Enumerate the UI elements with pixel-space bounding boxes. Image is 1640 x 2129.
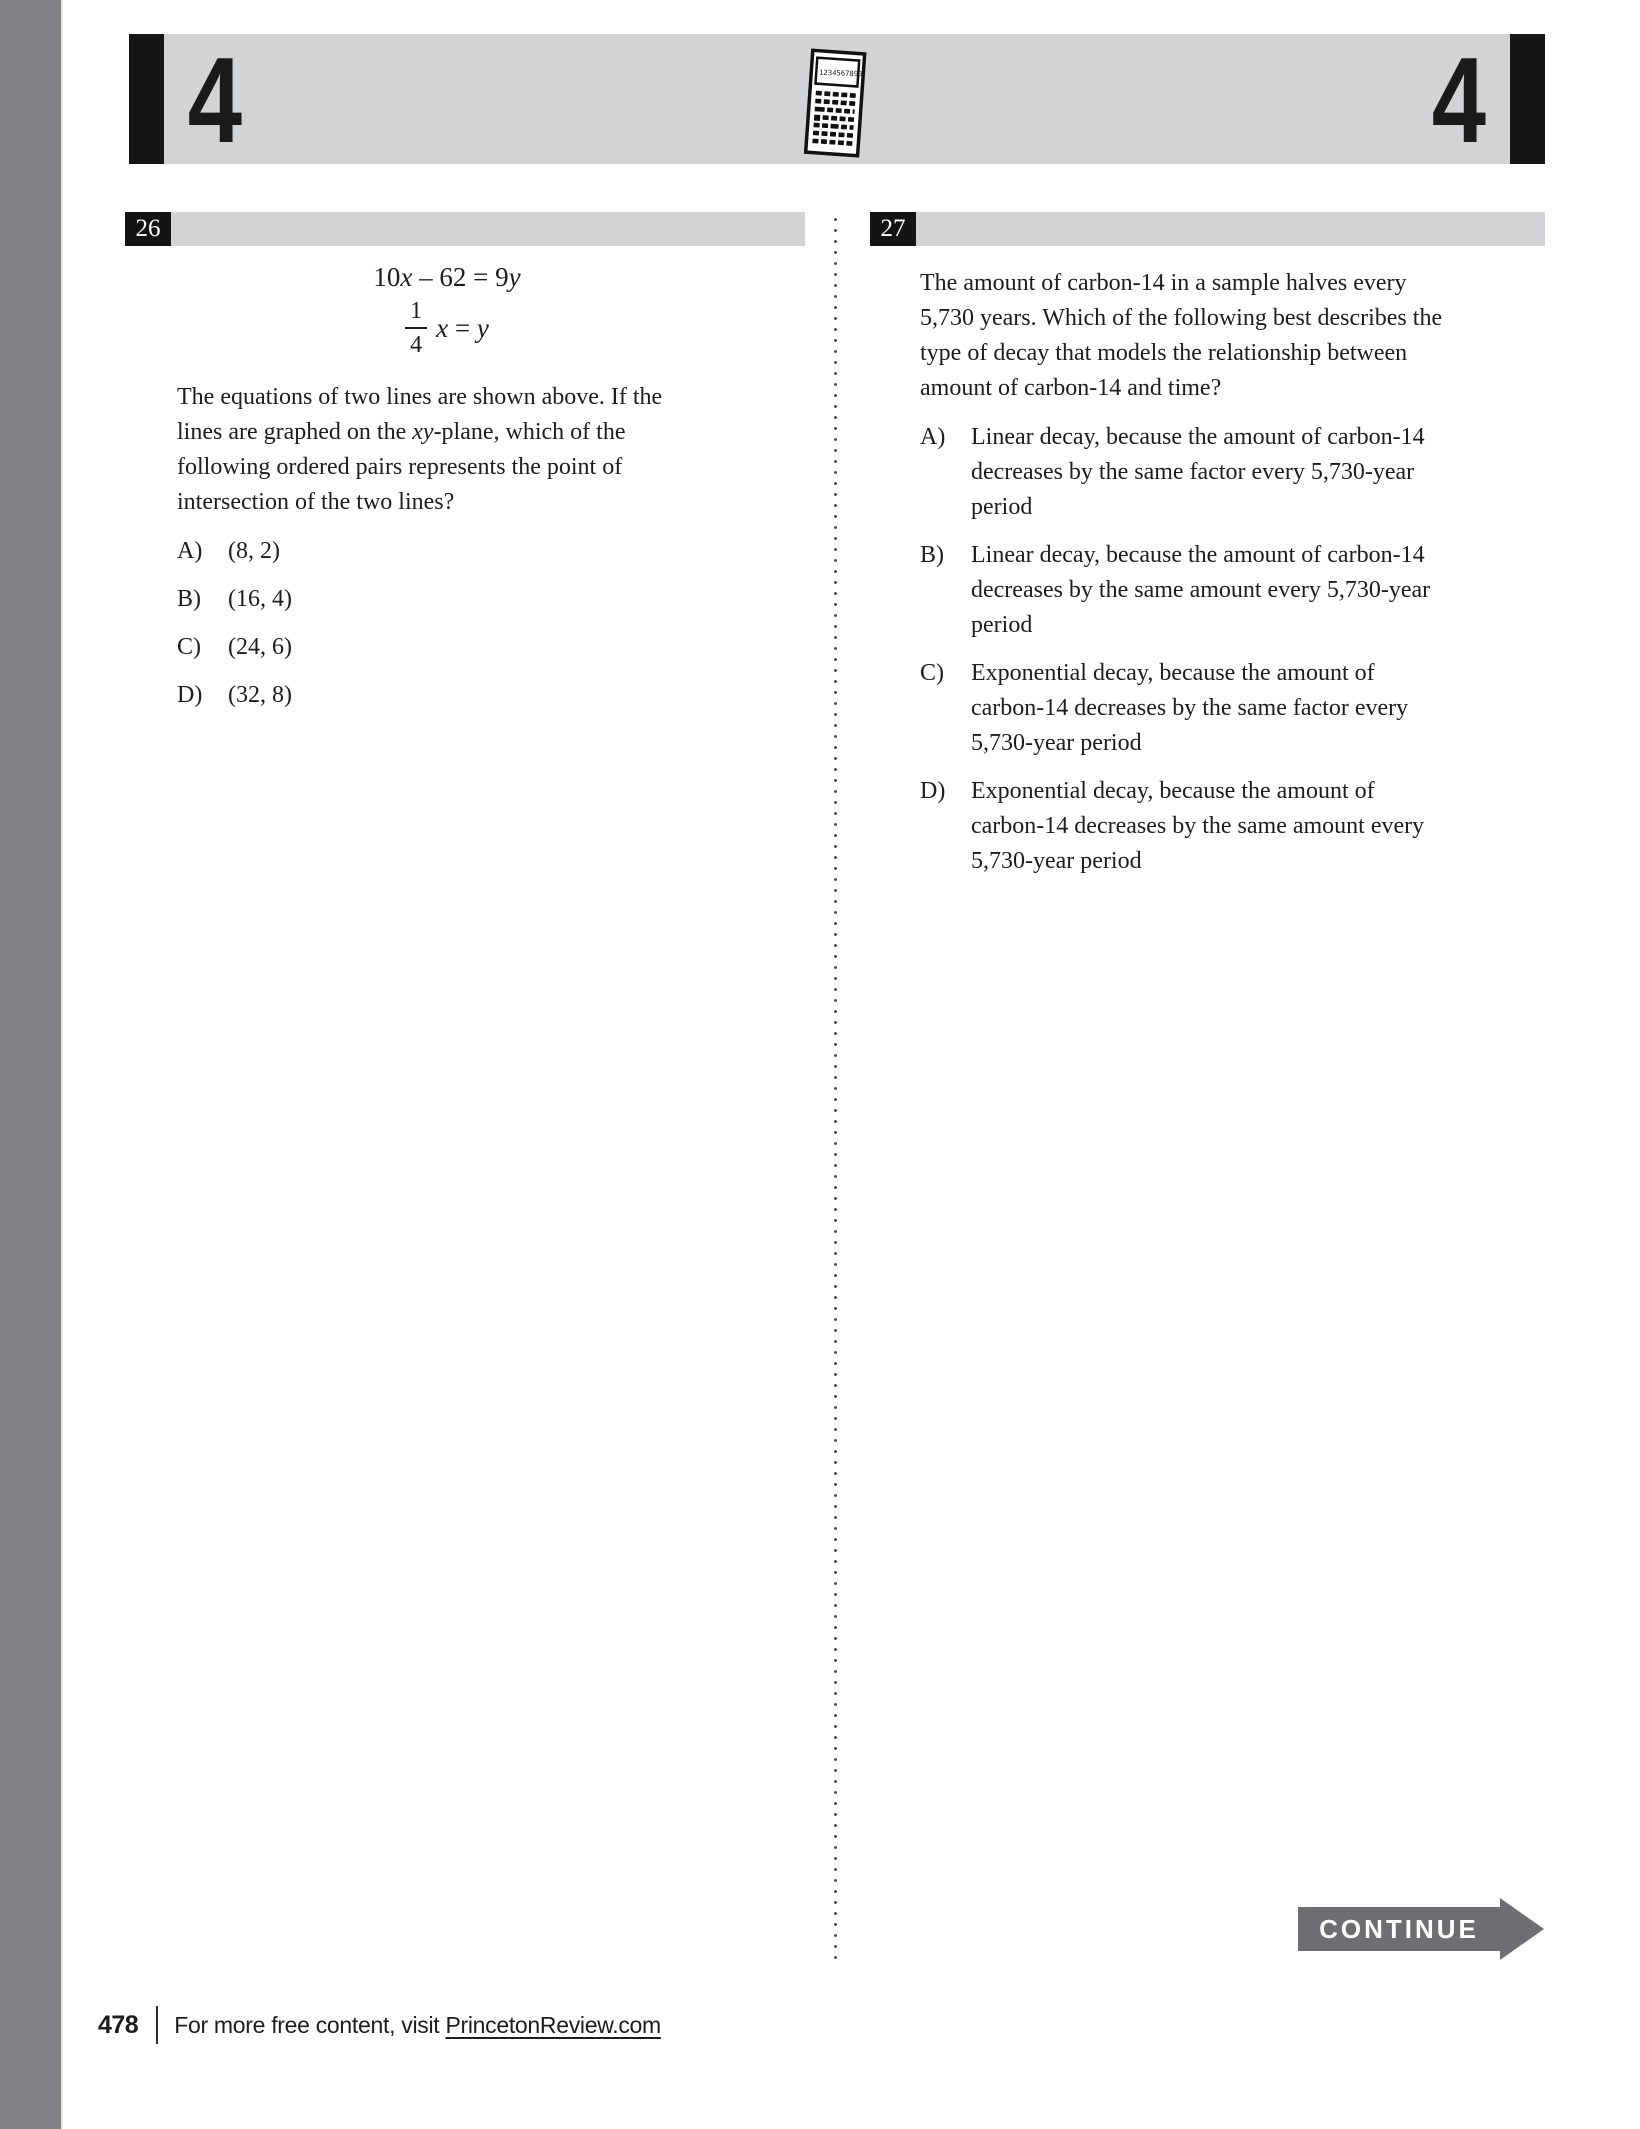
equation-text: y — [476, 313, 489, 344]
stem-line — [920, 336, 1538, 371]
stem-line — [177, 415, 737, 450]
choice-label: C) — [920, 660, 944, 686]
calculator-icon — [803, 48, 867, 163]
choice-label: A) — [920, 424, 946, 450]
choice-row — [920, 774, 1538, 879]
question-column-left — [125, 212, 805, 713]
question-header-bar — [125, 212, 805, 246]
column-divider-dotted — [834, 214, 837, 1960]
footer-message: For more free content, visit — [174, 2011, 446, 2038]
choice-label: D) — [177, 682, 203, 708]
question-body — [920, 266, 1538, 879]
stem-line — [920, 301, 1538, 336]
choice-label: C) — [177, 634, 201, 660]
stem-text: 5,730 years. Which of the following best describes the — [920, 305, 1443, 331]
choice-row — [177, 534, 737, 569]
section-number-left: 4 — [187, 32, 243, 168]
choice-text — [971, 538, 1538, 643]
choice-row — [920, 656, 1538, 761]
stem-text: following ordered pairs represents the point of — [177, 454, 623, 480]
question-number-badge: 27 — [870, 212, 916, 246]
choice-line: Linear decay, because the amount of carbon-14 — [971, 542, 1425, 568]
question-header-bar — [870, 212, 1545, 246]
choice-row — [177, 582, 737, 617]
page-edge-strip — [0, 0, 63, 2129]
equation-line — [177, 260, 717, 294]
choice-line: 5,730-year period — [971, 848, 1142, 874]
fraction-numerator: 1 — [405, 299, 427, 329]
equation-text: y — [508, 262, 521, 292]
choice-line: (8, 2) — [228, 538, 280, 564]
choice-row — [920, 420, 1538, 525]
question-stem — [920, 266, 1538, 406]
section-number-right: 4 — [1431, 32, 1487, 168]
choice-label: B) — [177, 586, 201, 612]
footer-divider — [156, 2006, 158, 2044]
footer-text — [174, 2012, 661, 2039]
choice-text — [228, 582, 737, 617]
stem-text: The equations of two lines are shown above. If the — [177, 384, 663, 410]
choices-list — [920, 420, 1538, 879]
continue-arrow-icon — [1500, 1898, 1544, 1960]
stem-line — [920, 266, 1538, 301]
header-right-bar — [1510, 34, 1545, 164]
equation-text: – 62 = 9 — [412, 262, 509, 292]
choice-line: decreases by the same factor every 5,730-year — [971, 459, 1415, 485]
page-footer — [98, 2006, 661, 2044]
stem-text: amount of carbon-14 and time? — [920, 375, 1222, 401]
choice-line: carbon-14 decreases by the same factor every — [971, 695, 1409, 721]
choice-line: (16, 4) — [228, 586, 292, 612]
equation-line — [177, 298, 717, 360]
stem-text: -plane, which of the — [433, 419, 626, 445]
choice-line: (32, 8) — [228, 682, 292, 708]
stem-line — [177, 485, 737, 520]
choice-line: 5,730-year period — [971, 730, 1142, 756]
question-stem — [177, 380, 737, 520]
choice-line: carbon-14 decreases by the same amount every — [971, 813, 1425, 839]
stem-text: xy — [412, 419, 434, 445]
choice-text — [228, 534, 737, 569]
stem-text: type of decay that models the relationship between — [920, 340, 1408, 366]
choice-text — [971, 774, 1538, 879]
header-left-bar — [129, 34, 164, 164]
choice-row — [177, 630, 737, 665]
continue-button[interactable] — [1298, 1898, 1544, 1960]
choice-line: Linear decay, because the amount of carbon-14 — [971, 424, 1425, 450]
choices-list — [177, 534, 737, 713]
stem-text: The amount of carbon-14 in a sample halves every — [920, 270, 1407, 296]
question-column-right — [870, 212, 1545, 879]
equation-text: x — [400, 262, 413, 292]
choice-text — [971, 656, 1538, 761]
continue-label: CONTINUE — [1298, 1907, 1500, 1951]
choice-row — [177, 678, 737, 713]
fraction-denominator: 4 — [410, 332, 423, 358]
choice-line: period — [971, 494, 1033, 520]
equation-text: 10 — [373, 262, 401, 292]
stem-text: lines are graphed on the — [177, 419, 413, 445]
choice-line: Exponential decay, because the amount of — [971, 778, 1375, 804]
footer-page-number: 478 — [98, 2010, 139, 2039]
choice-line: decreases by the same amount every 5,730-year — [971, 577, 1431, 603]
stem-line — [177, 450, 737, 485]
choice-line: (24, 6) — [228, 634, 292, 660]
choice-label: A) — [177, 538, 203, 564]
choice-text — [228, 630, 737, 665]
choice-line: Exponential decay, because the amount of — [971, 660, 1375, 686]
choice-line: period — [971, 612, 1033, 638]
choice-text — [228, 678, 737, 713]
stem-text: intersection of the two lines? — [177, 489, 455, 515]
footer-link[interactable]: PrincetonReview.com — [445, 2011, 661, 2038]
fraction — [405, 299, 427, 357]
section-header-band — [129, 32, 1545, 168]
choice-label: B) — [920, 542, 944, 568]
choice-label: D) — [920, 778, 946, 804]
choice-text — [971, 420, 1538, 525]
equation-text: = — [448, 313, 477, 344]
question-number-badge: 26 — [125, 212, 171, 246]
stem-line — [920, 371, 1538, 406]
equation-text: x — [436, 313, 449, 344]
choice-row — [920, 538, 1538, 643]
equation-block — [177, 260, 717, 360]
question-body — [177, 260, 737, 713]
calculator-display: 1234567890 — [819, 67, 863, 79]
stem-line — [177, 380, 737, 415]
